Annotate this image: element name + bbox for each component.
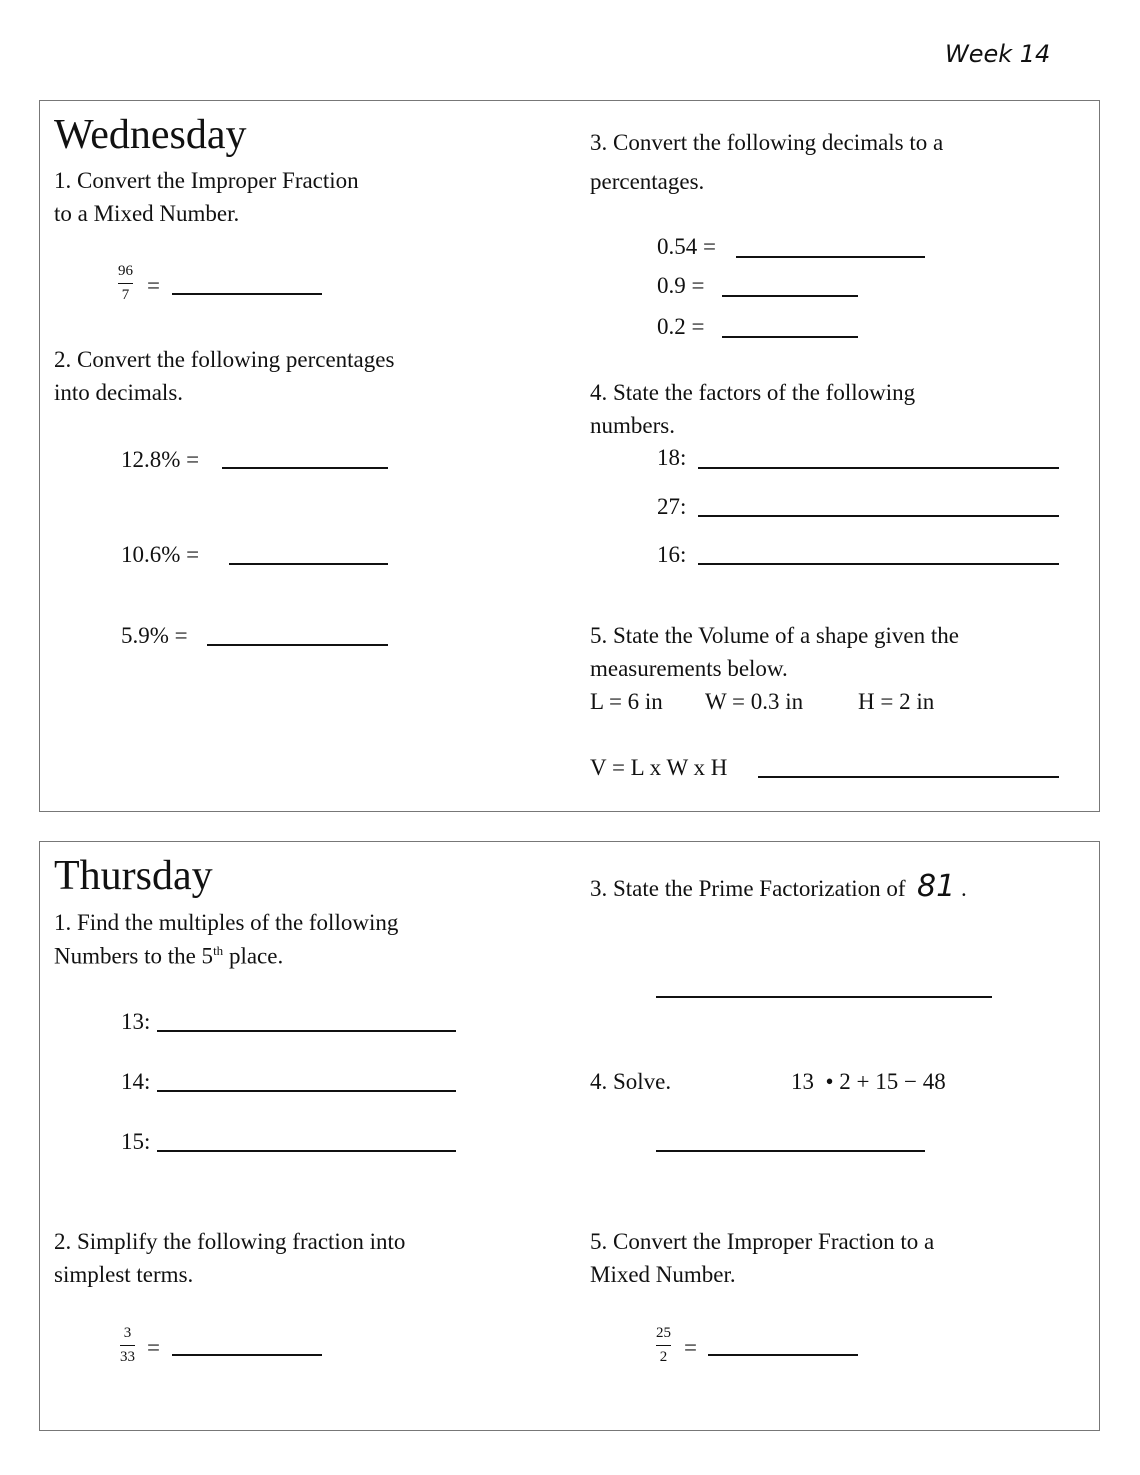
volume-formula: V = L x W x H [590,755,728,780]
thu-q3-text: 3. State the Prime Factorization of 81 . [590,869,967,904]
wed-q3-item: 0.2 = [657,314,705,339]
thu-q5-text: 5. Convert the Improper Fraction to a [590,1229,935,1254]
factorization-number: 81 [917,869,956,904]
thu-q4-answer-line[interactable] [656,1150,925,1152]
wed-q4-answer-line[interactable] [698,515,1059,517]
denominator: 7 [121,286,130,303]
thu-q1-item: 15: [121,1129,151,1154]
thu-q1-item: 13: [121,1009,151,1034]
wed-q1-text-2: to a Mixed Number. [54,201,240,226]
thu-q5-fraction [656,1325,671,1365]
wed-q5-text-2: measurements below. [590,656,788,681]
wed-q4-item: 16: [657,542,687,567]
thu-q4-expression: 13 • 2 + 15 − 48 [791,1069,946,1094]
denominator: 2 [659,1348,668,1365]
thu-q2-text-2: simplest terms. [54,1262,194,1287]
wed-q2-answer-line[interactable] [222,467,388,469]
wed-q4-answer-line[interactable] [698,467,1059,469]
thu-q2-answer-line[interactable] [172,1354,322,1356]
wed-q2-item: 10.6% = [121,542,200,567]
wed-q4-text-2: numbers. [590,413,675,438]
wed-q2-item: 12.8% = [121,447,200,472]
wed-q2-answer-line[interactable] [207,644,388,646]
width-value: W = 0.3 in [705,689,804,714]
wed-q3-answer-line[interactable] [722,336,858,338]
wed-q5-text: 5. State the Volume of a shape given the [590,623,959,648]
wed-q2-text: 2. Convert the following percentages [54,347,395,372]
thu-q1-answer-line[interactable] [157,1090,456,1092]
thursday-title: Thursday [54,853,213,899]
wed-q3-text: 3. Convert the following decimals to a [590,130,944,155]
wed-q4-item: 27: [657,494,687,519]
thu-q1-text-2: Numbers to the 5th place. [54,943,284,969]
wed-q4-text: 4. State the factors of the following [590,380,916,405]
height-value: H = 2 in [858,689,935,714]
week-label: Week 14 [945,40,1051,68]
denominator: 33 [120,1348,135,1365]
wed-q2-answer-line[interactable] [229,563,388,565]
thu-q1-answer-line[interactable] [157,1030,456,1032]
wed-q2-item: 5.9% = [121,623,188,648]
thu-q5-answer-line[interactable] [708,1354,858,1356]
thu-q3-answer-line[interactable] [656,996,992,998]
wed-q3-item: 0.54 = [657,234,716,259]
wed-q1-answer-line[interactable] [172,293,322,295]
thu-q4-label: 4. Solve. [590,1069,672,1094]
thu-q1-text: 1. Find the multiples of the following [54,910,399,935]
wed-q3-answer-line[interactable] [722,295,858,297]
numerator: 3 [123,1325,132,1341]
wed-q2-text-2: into decimals. [54,380,184,405]
thu-q2-fraction [120,1325,135,1365]
numerator: 25 [656,1325,671,1341]
equals-sign: = [147,273,160,298]
thu-q1-item: 14: [121,1069,151,1094]
thu-q1-answer-line[interactable] [157,1150,456,1152]
equals-sign: = [684,1335,697,1360]
wed-q1-text: 1. Convert the Improper Fraction [54,168,359,193]
wed-q3-answer-line[interactable] [736,256,925,258]
wednesday-title: Wednesday [54,112,247,158]
wed-q1-fraction [118,263,133,303]
wed-q5-answer-line[interactable] [758,776,1059,778]
equals-sign: = [147,1335,160,1360]
wed-q4-item: 18: [657,445,687,470]
wed-q4-answer-line[interactable] [698,563,1059,565]
wed-q3-text-2: percentages. [590,169,705,194]
length-value: L = 6 in [590,689,663,714]
wed-q3-item: 0.9 = [657,273,705,298]
numerator: 96 [118,263,133,279]
thu-q2-text: 2. Simplify the following fraction into [54,1229,406,1254]
thu-q5-text-2: Mixed Number. [590,1262,736,1287]
